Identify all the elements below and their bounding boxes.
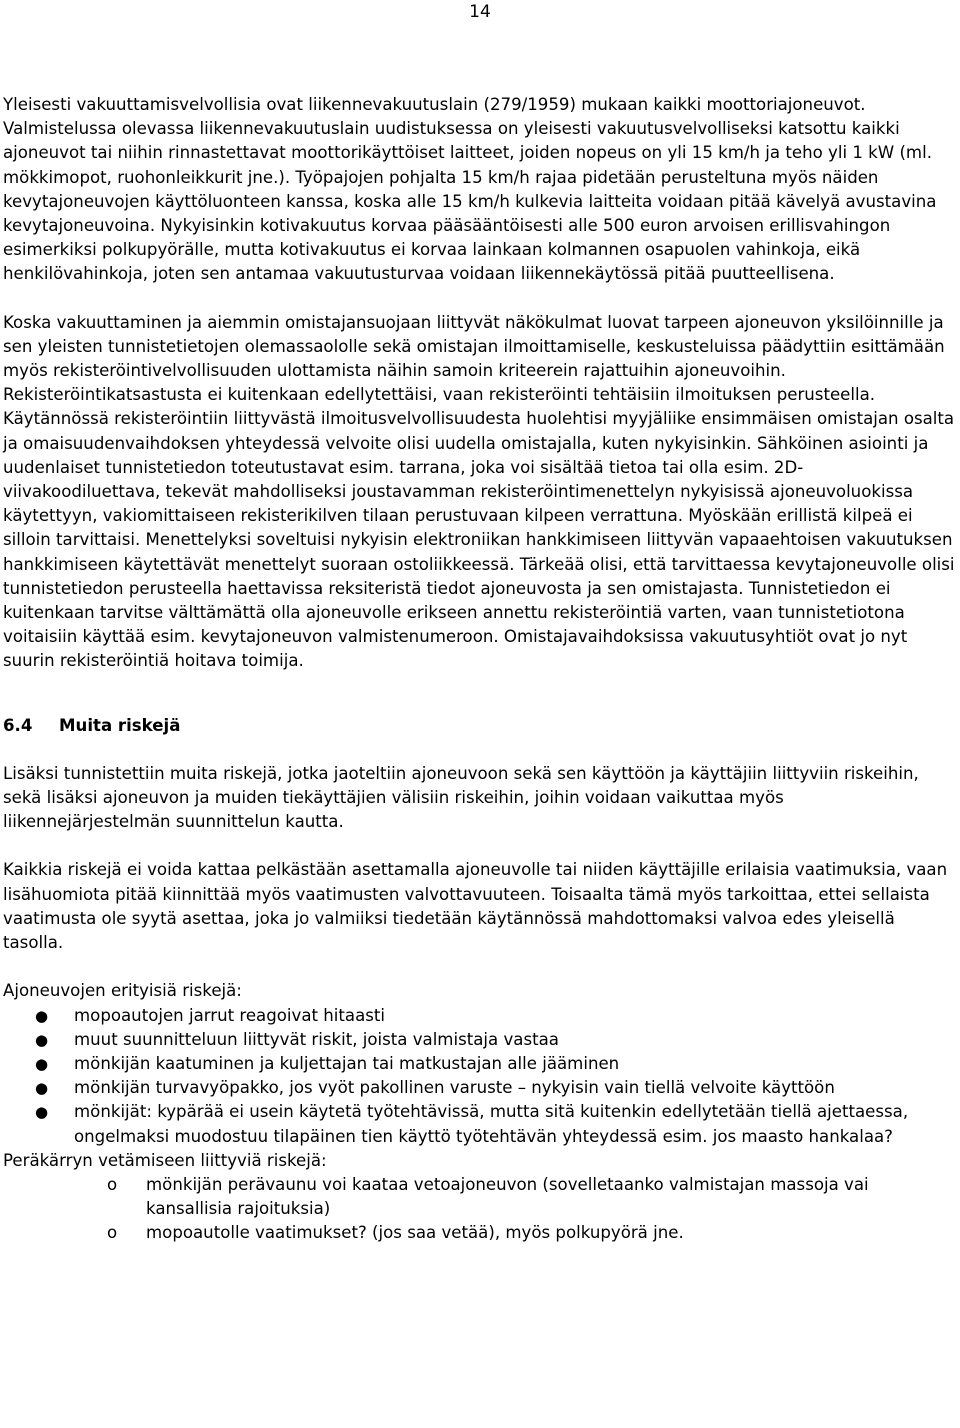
bullet-icon: ● bbox=[35, 1079, 49, 1098]
trailer-risks-list bbox=[3, 1173, 956, 1246]
page-number: 14 bbox=[469, 2, 491, 22]
trailer-risks-heading: Peräkärryn vetämiseen liittyviä riskejä: bbox=[3, 1150, 327, 1170]
list-item: ● mönkijän turvavyöpakko, jos vyöt pakollinen varuste – nykyisin vain tiellä velvoite käyttöön bbox=[3, 1076, 956, 1100]
bullet-icon: ● bbox=[35, 1030, 49, 1049]
list-item: ● mönkijät: kypärää ei usein käytetä työtehtävissä, mutta sitä kuitenkin edellytetään tiellä ajettaessa, ongelmaksi muodostuu tilapäinen tien käyttö työtehtävän yhteydessä esim. jos maasto hankalaa? bbox=[35, 1102, 909, 1146]
paragraph-insurance-obligation: Yleisesti vakuuttamisvelvollisia ovat liikennevakuutuslain (279/1959) mukaan kaikki moottoriajoneuvot. Valmistelussa olevassa liikennevakuutuslain uudistuksessa on yleisesti vakuutusvelvolliseksi katsottu kaikki ajoneuvot tai niihin rinnastettavat moottorikäyttöiset laitteet, joiden nopeus on yli 15 km/h ja teho yli 1 kW (ml. mökkimopot, ruohonleikkurit jne.). Työpajojen pohjalta 15 km/h rajaa pidetään perusteltuna myös näiden kevytajoneuvojen käyttöluonteen kanssa, koska alle 15 km/h kulkevia laitteita voidaan pitää kävelyä avustavina kevytajoneuvoina. Nykyisinkin kotivakuutus korvaa pääsääntöisesti alle 500 euron arvoisen erillisvahingon esimerkiksi polkupyörälle, mutta kotivakuutus ei korvaa lainkaan kolmannen osapuolen vahinkoja, eikä henkilövahinkoja, joten sen antamaa vakuutusturvaa voidaan liikennekäytössä pitää puutteellisena. bbox=[3, 95, 937, 284]
circle-bullet-icon: o bbox=[107, 1223, 118, 1243]
paragraph-registration: Koska vakuuttaminen ja aiemmin omistajansuojaan liittyvät näkökulmat luovat tarpeen ajoneuvon yksilöinnille ja sen yleisten tunnistetietojen olemassaololle sekä omistajan ilmoittamiselle, keskusteluissa päädyttiin esittämään myös rekisteröintivelvollisuuden ulottamista näihin samoin kriteerein rajattuihin ajoneuvoihin. Rekisteröintikatsastusta ei kuitenkaan edellytettäisi, vaan rekisteröinti tehtäisiin ilmoituksen perusteella. Käytännössä rekisteröintiin liittyvästä ilmoitusvelvollisuudesta huolehtisi myyjäliike ensimmäisen omistajan osalta ja omaisuudenvaihdoksen yhteydessä velvoite olisi uudella omistajalla, kuten nykyisinkin. Sähköinen asiointi ja uudenlaiset tunnistetiedon toteutustavat esim. tarrana, joka voi sisältää tietoa tai olla esim. 2D-viivakoodiluettava, tekevät mahdolliseksi joustavamman rekisteröintimenettelyn nykyisissä ajoneuvoluokissa käytettyyn, vakiomittaiseen rekisterikilven tilaan perustuvaan kilpeen verrattuna. Myöskään erillistä kilpeä ei silloin tarvittaisi. Menettelyksi soveltuisi nykyisin elektroniikan hankkimiseen liittyvän vapaaehtoisen vakuutuksen hankkimiseen käytettävät menettelyt suoraan ostoliikkeessä. Tärkeää olisi, että tarvittaessa kevytajoneuvolle olisi tunnistetiedon perusteella haettavissa reksiteristä tiedot ajoneuvosta ja sen omistajasta. Tunnistetiedon ei kuitenkaan tarvitse välttämättä olla ajoneuvolle erikseen annettu rekisteröintiä varten, vaan tunnistetiotona voitaisiin käyttää esim. kevytajoneuvon valmistenumeroon. Omistajavaihdoksissa vakuutusyhtiöt ovat jo nyt suurin rekisteröintiä hoitava toimija. bbox=[3, 312, 955, 671]
list-item: ● mönkijän kaatuminen ja kuljettajan tai matkustajan alle jääminen bbox=[3, 1052, 956, 1076]
vehicle-risks-list bbox=[3, 1004, 956, 1149]
paragraph-other-risks: Lisäksi tunnistettiin muita riskejä, jotka jaoteltiin ajoneuvoon sekä sen käyttöön ja käyttäjiin liittyviin riskeihin, sekä lisäksi ajoneuvon ja muiden tiekäyttäjien välisiin riskeihin, joihin voidaan vaikuttaa myös liikennejärjestelmän suunnittelun kautta. bbox=[3, 763, 919, 832]
bullet-icon: ● bbox=[35, 1054, 49, 1073]
list-item: o mopoautolle vaatimukset? (jos saa vetää), myös polkupyörä jne. bbox=[3, 1221, 956, 1245]
bullet-icon: ● bbox=[35, 1103, 49, 1122]
section-number: 6.4 bbox=[3, 715, 33, 735]
section-heading bbox=[3, 714, 956, 738]
paragraph-enforcement: Kaikkia riskejä ei voida kattaa pelkästään asettamalla ajoneuvolle tai niiden käyttäjille erilaisia vaatimuksia, vaan lisähuomiota pitää kiinnittää myös vaatimusten valvottavuuteen. Toisaalta tämä myös tarkoittaa, ettei sellaista vaatimusta ole syytä asettaa, joka jo valmiiksi tiedetään käytännössä mahdottomaksi valvoa edes yleisellä tasolla. bbox=[3, 860, 948, 953]
circle-bullet-icon: o bbox=[107, 1174, 118, 1194]
vehicle-risks-heading: Ajoneuvojen erityisiä riskejä: bbox=[3, 981, 242, 1001]
list-item: o mönkijän perävaunu voi kaataa vetoajoneuvon (sovelletaanko valmistajan massoja vai kansallisia rajoituksia) bbox=[107, 1174, 869, 1219]
document-body bbox=[3, 93, 956, 1246]
list-item: ● muut suunnitteluun liittyvät riskit, joista valmistaja vastaa bbox=[3, 1028, 956, 1052]
list-item: ● mopoautojen jarrut reagoivat hitaasti bbox=[3, 1004, 956, 1028]
section-title: Muita riskejä bbox=[59, 715, 181, 735]
bullet-icon: ● bbox=[35, 1006, 49, 1025]
